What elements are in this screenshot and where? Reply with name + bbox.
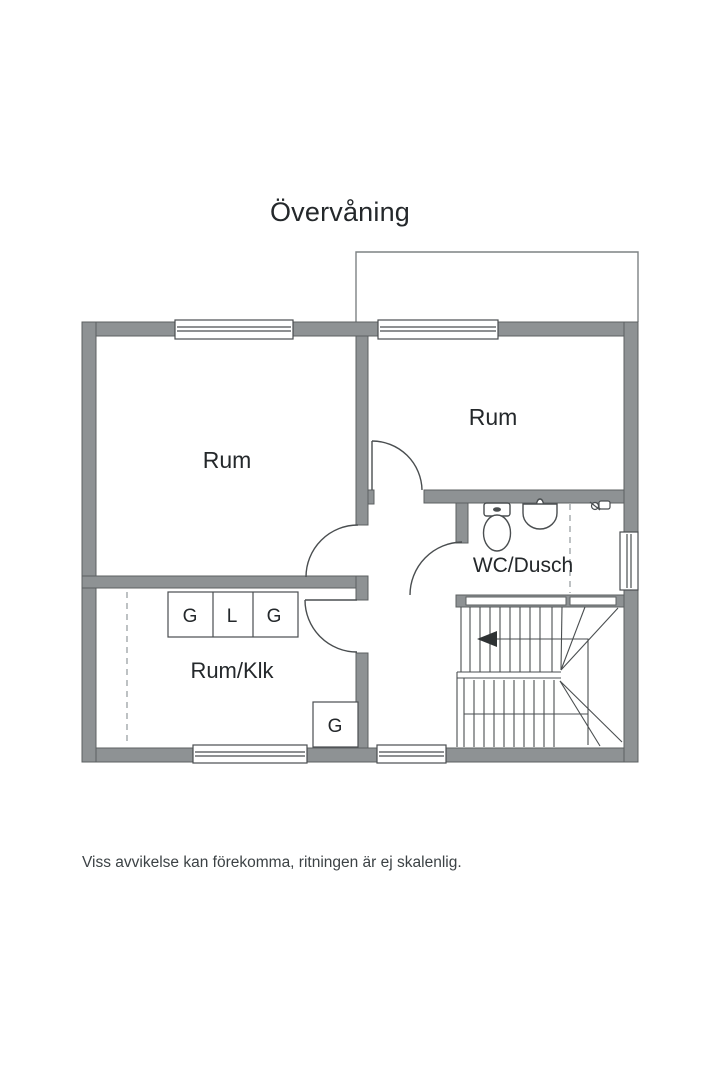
- doors: [305, 441, 462, 652]
- window-right-wc: [620, 532, 638, 590]
- wall-center-vertical: [356, 336, 368, 525]
- disclaimer-text: Viss avvikelse kan förekomma, ritningen är ej skalenlig.: [82, 854, 462, 871]
- door-rumklk: [305, 600, 357, 652]
- window-top-right: [378, 320, 498, 339]
- stairwell-guard: [466, 597, 616, 605]
- room-label-top-right: Rum: [468, 404, 518, 430]
- door-wc: [410, 542, 462, 595]
- room-label-rumklk: Rum/Klk: [190, 658, 274, 683]
- wall-wc-left: [456, 503, 468, 543]
- wall-rumklk-cap: [356, 576, 368, 600]
- balcony-outline: [356, 252, 638, 324]
- wall-outer-left: [82, 322, 96, 762]
- toilet-icon: [484, 503, 511, 551]
- sink-icon: [523, 499, 557, 529]
- windows: [175, 320, 638, 763]
- wall-rum-wc: [424, 490, 624, 503]
- closet-label-g3: G: [327, 716, 343, 737]
- closet-label-g1: G: [182, 606, 198, 627]
- door-room-top-right: [372, 441, 422, 490]
- closet-label-g2: G: [266, 606, 282, 627]
- room-label-top-left: Rum: [202, 447, 252, 473]
- wc-fixtures: [484, 499, 611, 551]
- window-bottom-middle: [377, 745, 446, 763]
- wall-center-nub: [368, 490, 374, 504]
- room-label-wc: WC/Dusch: [472, 554, 574, 577]
- wall-outer-bottom: [82, 748, 638, 762]
- staircase: [457, 607, 622, 747]
- window-bottom-left: [193, 745, 307, 763]
- closet-label-l: L: [226, 606, 238, 627]
- wall-rumklk-top: [82, 576, 362, 588]
- page-title: Övervåning: [269, 197, 411, 227]
- wall-outer-top: [82, 322, 638, 336]
- walls: [82, 322, 638, 762]
- door-room-top-left: [306, 525, 358, 577]
- window-top-left: [175, 320, 293, 339]
